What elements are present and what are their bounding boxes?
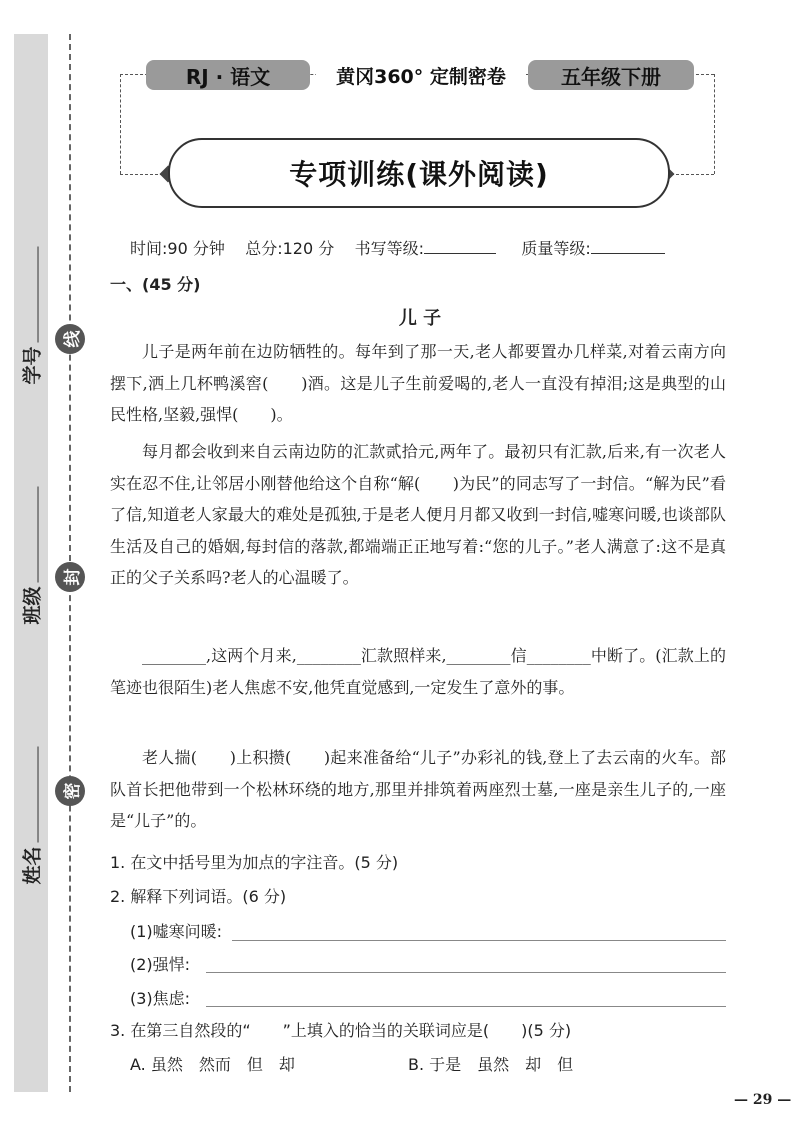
question-2-item-2: (2)强悍: [130, 955, 191, 974]
paragraph-4: 老人揣( )上积攒( )起来准备给“儿子”办彩礼的钱,登上了去云南的火车。部队首长把他带到一个松林环绕的地方,那里并排筑着两座烈士墓,一座是亲生儿子的,一座是“儿子”的。 [110, 748, 726, 830]
exam-info [130, 236, 665, 259]
paragraph-3: ________,这两个月来,________汇款照样来,________信________中断了。(汇款上的笔迹也很陌生)老人焦虑不安,他凭直觉感到,一定发生了意外的事。 [110, 646, 726, 697]
paragraph-2: 每月都会收到来自云南边防的汇款贰拾元,两年了。最初只有汇款,后来,有一次老人实在忍不住,让邻居小刚替他给这个自称“解( )为民”的同志写了一封信。“解为民”看了信,知道老人家最大的难处是孤独,于是老人便月月都又收到一封信,嘘寒问暖,也谈部队生活及自己的婚姻,每封信的落款,都端端正正地写着:“您的儿子。”老人满意了:这不是真正的父子关系吗?老人的心温暖了。 [110, 442, 726, 587]
subject-tag: RJ · 语文 [146, 60, 310, 90]
question-2: 2. 解释下列词语。(6 分) [110, 887, 287, 906]
student-number-field[interactable] [14, 230, 48, 400]
header-frame-left [120, 74, 121, 174]
grade-tag: 五年级下册 [528, 60, 694, 90]
seal-seal-badge: 封 [55, 562, 85, 592]
class-label: 班级 [21, 585, 44, 625]
name-field[interactable] [14, 730, 48, 900]
story-title: 儿 子 [398, 308, 442, 329]
question-2-item-3: (3)焦虑: [130, 989, 191, 1008]
page-number: — 29 — [734, 1092, 792, 1108]
time-limit: 时间:90 分钟 [130, 239, 225, 258]
total-score: 总分:120 分 [245, 239, 335, 258]
writing-grade-blank[interactable] [424, 241, 496, 254]
question-3: 3. 在第三自然段的“ ”上填入的恰当的关联词应是( )(5 分) [110, 1021, 572, 1040]
series-title: 黄冈360° 定制密卷 [316, 58, 526, 92]
quality-grade-blank[interactable] [591, 241, 665, 254]
section-heading: 一、(45 分) [110, 275, 201, 294]
question-3-option-b[interactable]: B. 于是 虽然 却 但 [408, 1055, 574, 1074]
answer-line-1[interactable] [232, 940, 726, 941]
answer-line-2[interactable] [206, 972, 726, 973]
quality-grade-label: 质量等级: [521, 239, 591, 258]
question-3-option-a[interactable]: A. 虽然 然而 但 却 [130, 1055, 295, 1074]
question-1: 1. 在文中括号里为加点的字注音。(5 分) [110, 853, 399, 872]
page-title: 专项训练(课外阅读) [168, 138, 670, 208]
seal-secret-badge: 密 [55, 776, 85, 806]
header-frame-right [714, 74, 715, 174]
class-field[interactable] [14, 470, 48, 640]
student-number-label: 学号 [21, 345, 44, 385]
paragraph-1: 儿子是两年前在边防牺牲的。每年到了那一天,老人都要置办几样菜,对着云南方向摆下,洒上几杯鸭溪窖( )酒。这是儿子生前爱喝的,老人一直没有掉泪;这是典型的山民性格,坚毅,强悍( )。 [110, 342, 726, 424]
seal-line-badge: 线 [55, 324, 85, 354]
answer-line-3[interactable] [206, 1006, 726, 1007]
writing-grade-label: 书写等级: [354, 239, 424, 258]
name-label: 姓名 [21, 845, 44, 885]
question-2-item-1: (1)嘘寒问暖: [130, 922, 223, 941]
